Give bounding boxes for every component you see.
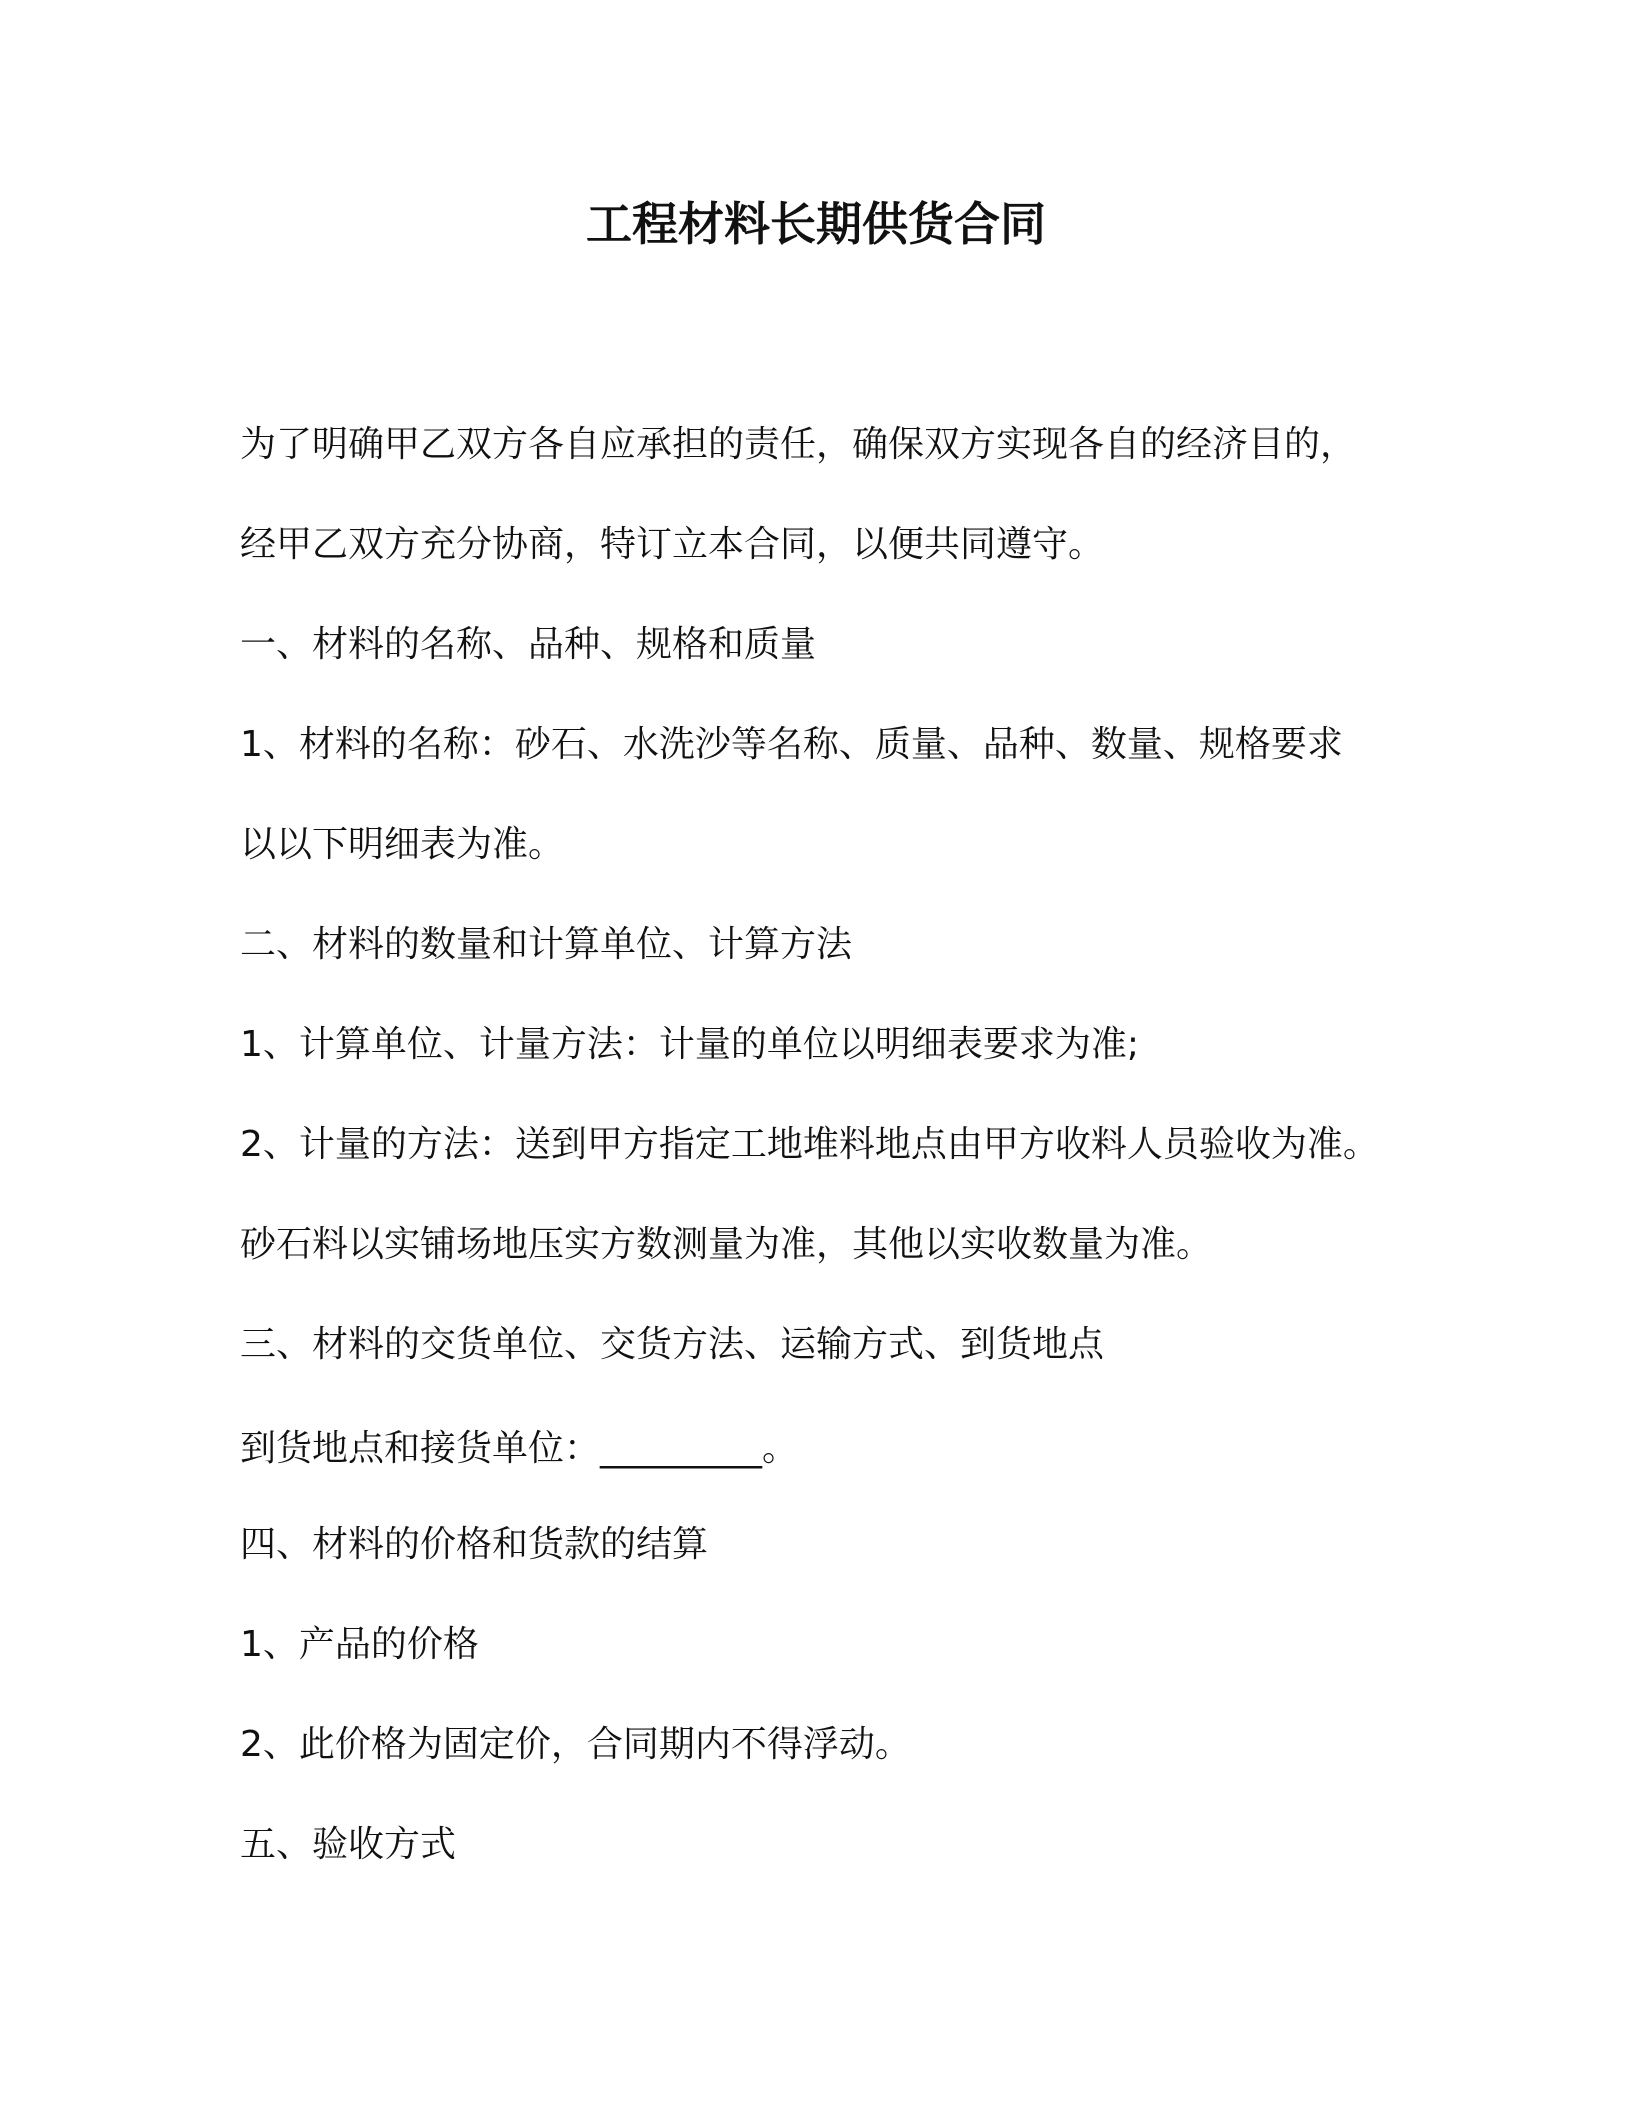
section-heading: 一、材料的名称、品种、规格和质量 <box>240 624 817 665</box>
delivery-location-line: 到货地点和接货单位：_________。 <box>240 1428 799 1469</box>
section-heading: 三、材料的交货单位、交货方法、运输方式、到货地点 <box>240 1324 1105 1365</box>
document-title: 工程材料长期供货合同 <box>586 197 1046 251</box>
paragraph-line: 为了明确甲乙双方各自应承担的责任，确保双方实现各自的经济目的， <box>240 424 1357 465</box>
section-heading: 五、验收方式 <box>240 1824 457 1865</box>
section-heading: 二、材料的数量和计算单位、计算方法 <box>240 924 853 965</box>
paragraph-line: 经甲乙双方充分协商，特订立本合同，以便共同遵守。 <box>240 524 1105 565</box>
paragraph-line: 1、产品的价格 <box>240 1624 479 1665</box>
paragraph-line: 以以下明细表为准。 <box>240 824 565 865</box>
paragraph-line: 1、材料的名称：砂石、水洗沙等名称、质量、品种、数量、规格要求 <box>240 724 1343 765</box>
section-heading: 四、材料的价格和货款的结算 <box>240 1524 709 1565</box>
paragraph-line: 1、计算单位、计量方法：计量的单位以明细表要求为准; <box>240 1024 1140 1065</box>
paragraph-line: 2、此价格为固定价，合同期内不得浮动。 <box>240 1724 911 1765</box>
paragraph-line: 砂石料以实铺场地压实方数测量为准，其他以实收数量为准。 <box>240 1224 1213 1265</box>
paragraph-line: 2、计量的方法：送到甲方指定工地堆料地点由甲方收料人员验收为准。 <box>240 1124 1379 1165</box>
